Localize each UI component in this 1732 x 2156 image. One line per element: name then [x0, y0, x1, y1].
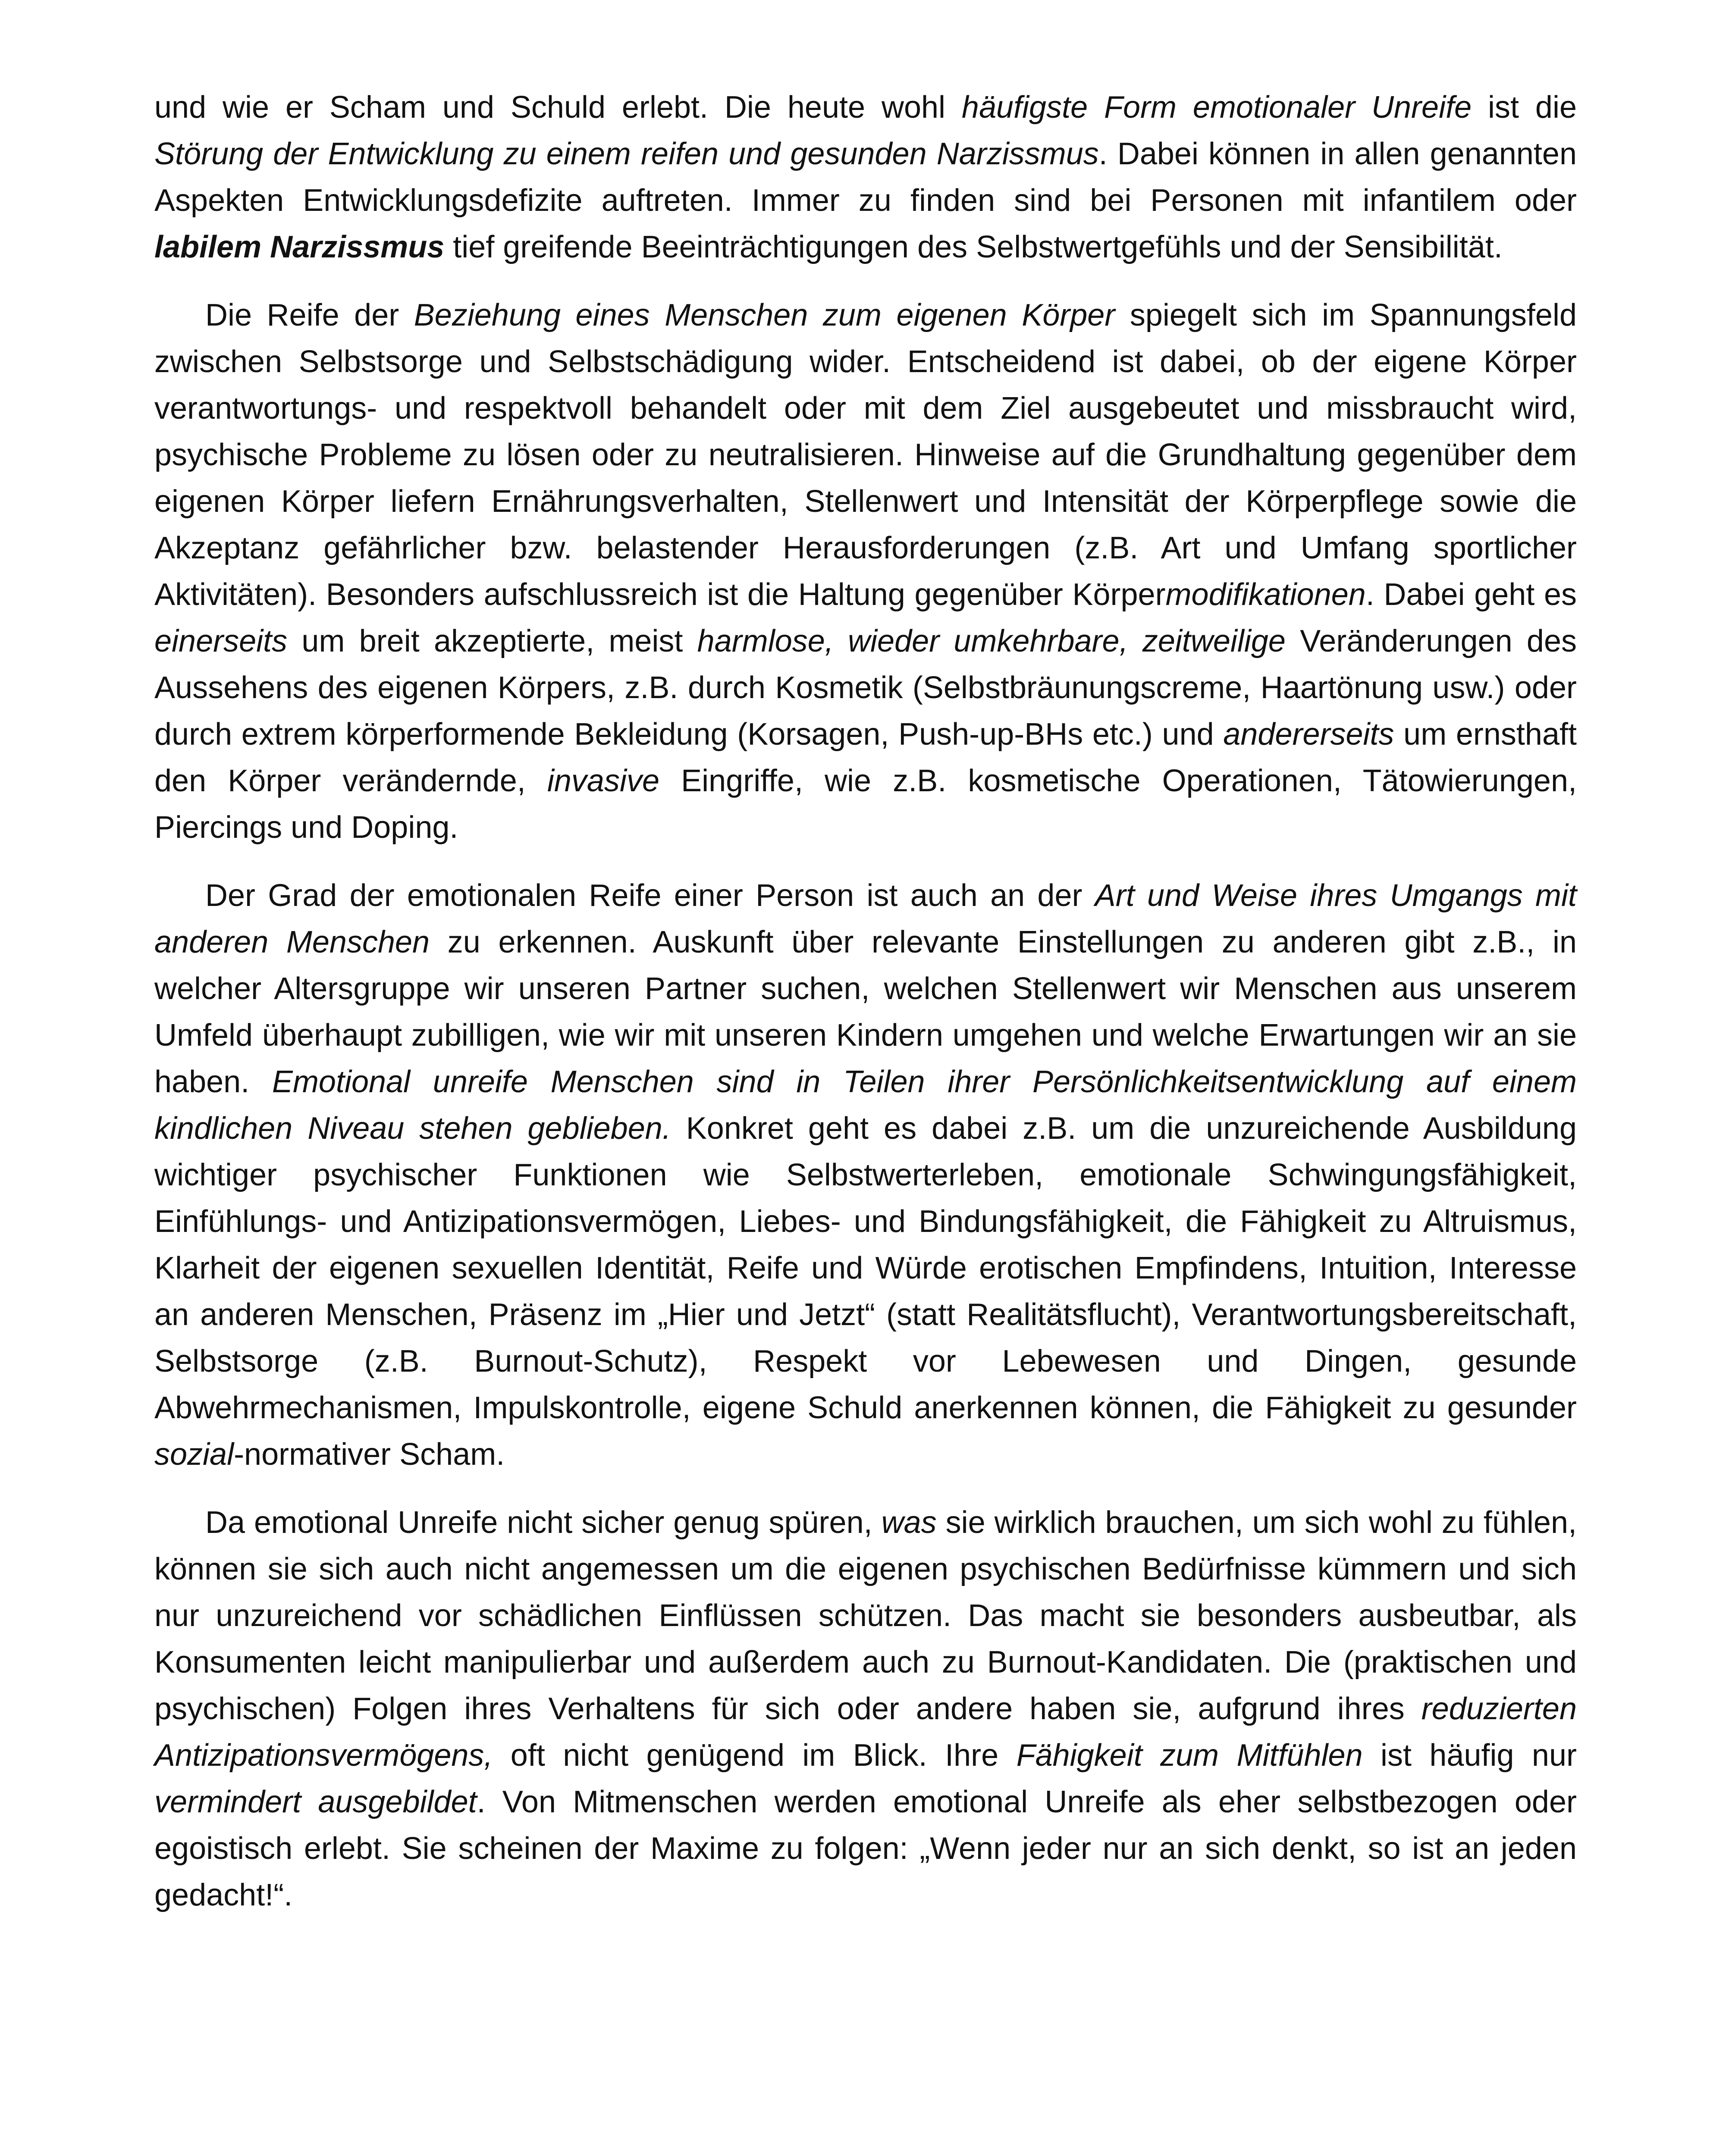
- paragraph-2: Die Reife der Beziehung eines Menschen zum eigenen Körper spiegelt sich im Spannungsfeld zwischen Selbstsorge und Selbstschädigung wider. Entscheidend ist dabei, ob der eigene Körper verantwortungs- und respektvoll behandelt oder mit dem Ziel ausgebeutet und missbraucht wird, psychische Probleme zu lösen oder zu neutralisieren. Hinweise auf die Grundhaltung gegenüber dem eigenen Körper liefern Ernährungsverhalten, Stellenwert und Intensität der Körperpflege sowie die Akzeptanz gefährlicher bzw. belastender Herausforderungen (z.B. Art und Umfang sportlicher Aktivitäten). Besonders aufschlussreich ist die Haltung gegenüber Körpermodifikationen. Dabei geht es einerseits um breit akzeptierte, meist harmlose, wieder umkehrbare, zeitweilige Veränderungen des Aussehens des eigenen Körpers, z.B. durch Kosmetik (Selbstbräunungscreme, Haartönung usw.) oder durch extrem körperformende Bekleidung (Korsagen, Push-up-BHs etc.) und andererseits um ernsthaft den Körper verändernde, invasive Eingriffe, wie z.B. kosmetische Operationen, Tätowierungen, Piercings und Doping.: [154, 298, 1577, 845]
- paragraph-3: Der Grad der emotionalen Reife einer Person ist auch an der Art und Weise ihres Umgangs mit anderen Menschen zu erkennen. Auskunft über relevante Einstellungen zu anderen gibt z.B., in welcher Altersgruppe wir unseren Partner suchen, welchen Stellenwert wir Menschen aus unserem Umfeld überhaupt zubilligen, wie wir mit unseren Kindern umgehen und welche Erwartungen wir an sie haben. Emotional unreife Menschen sind in Teilen ihrer Persönlichkeitsentwicklung auf einem kindlichen Niveau stehen geblieben. Konkret geht es dabei z.B. um die unzureichende Ausbildung wichtiger psychischer Funktionen wie Selbstwerterleben, emotionale Schwingungsfähigkeit, Einfühlungs- und Antizipationsvermögen, Liebes- und Bindungsfähigkeit, die Fähigkeit zu Altruismus, Klarheit der eigenen sexuellen Identität, Reife und Würde erotischen Empfindens, Intuition, Interesse an anderen Menschen, Präsenz im „Hier und Jetzt“ (statt Realitätsflucht), Verantwortungsbereitschaft, Selbstsorge (z.B. Burnout-Schutz), Respekt vor Lebewesen und Dingen, gesunde Abwehrmechanismen, Impulskontrolle, eigene Schuld anerkennen können, die Fähigkeit zu gesunder sozial-normativer Scham.: [154, 878, 1577, 1472]
- body-text: [154, 84, 1577, 1940]
- paragraph-4: Da emotional Unreife nicht sicher genug spüren, was sie wirklich brauchen, um sich wohl zu fühlen, können sie sich auch nicht angemessen um die eigenen psychischen Bedürfnisse kümmern und sich nur unzureichend vor schädlichen Einflüssen schützen. Das macht sie besonders ausbeutbar, als Konsumenten leicht manipulierbar und außerdem auch zu Burnout-Kandidaten. Die (praktischen und psychischen) Folgen ihres Verhaltens für sich oder andere haben sie, aufgrund ihres reduzierten Antizipationsvermögens, oft nicht genügend im Blick. Ihre Fähigkeit zum Mitfühlen ist häufig nur vermindert ausgebildet. Von Mitmenschen werden emotional Unreife als eher selbstbezogen oder egoistisch erlebt. Sie scheinen der Maxime zu folgen: „Wenn jeder nur an sich denkt, so ist an jeden gedacht!“.: [154, 1505, 1577, 1912]
- paragraph-1: und wie er Scham und Schuld erlebt. Die heute wohl häufigste Form emotionaler Unreife ist die Störung der Entwicklung zu einem reifen und gesunden Narzissmus. Dabei können in allen genannten Aspekten Entwicklungsdefizite auftreten. Immer zu finden sind bei Personen mit infantilem oder labilem Narzissmus tief greifende Beeinträchtigungen des Selbstwertgefühls und der Sensibilität.: [154, 90, 1577, 264]
